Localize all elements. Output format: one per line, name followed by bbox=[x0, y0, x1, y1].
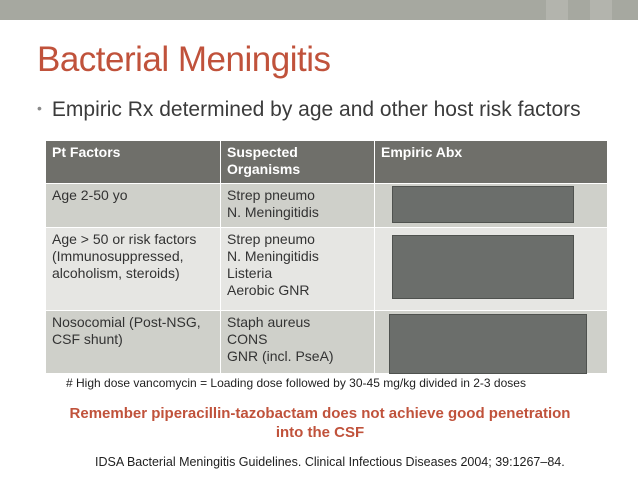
cell-line: CONS bbox=[227, 331, 268, 347]
table-header-row bbox=[46, 141, 608, 184]
cell-pt-factors bbox=[46, 228, 221, 311]
cell-line: Strep pneumo bbox=[227, 187, 315, 203]
top-decorative-bar bbox=[0, 0, 638, 20]
top-bar-segment bbox=[612, 0, 638, 20]
cell-line: Aerobic GNR bbox=[227, 282, 310, 298]
header-line: Pt Factors bbox=[52, 144, 121, 160]
cell-line: Nosocomial (Post-NSG, bbox=[52, 314, 201, 330]
header-line: Suspected bbox=[227, 144, 298, 160]
redaction-box bbox=[392, 235, 574, 299]
citation: IDSA Bacterial Meningitis Guidelines. Clinical Infectious Diseases 2004; 39:1267–84. bbox=[95, 455, 565, 469]
slide-title: Bacterial Meningitis bbox=[37, 40, 331, 79]
top-bar-segment bbox=[546, 0, 568, 20]
reminder-line: into the CSF bbox=[275, 424, 365, 441]
header-line: Organisms bbox=[227, 161, 301, 177]
header-line: Empiric Abx bbox=[381, 144, 463, 160]
header-suspected-organisms bbox=[221, 141, 375, 184]
cell-line: N. Meningitidis bbox=[227, 204, 319, 220]
cell-organisms bbox=[221, 311, 375, 374]
redaction-box bbox=[392, 186, 574, 223]
cell-pt-factors bbox=[46, 184, 221, 228]
cell-line: GNR (incl. PseA) bbox=[227, 348, 334, 364]
cell-line: Staph aureus bbox=[227, 314, 311, 330]
bullet-point bbox=[37, 98, 581, 122]
header-empiric-abx bbox=[375, 141, 608, 184]
header-pt-factors bbox=[46, 141, 221, 184]
cell-line: (Immunosuppressed, bbox=[52, 248, 184, 264]
cell-line: Age 2-50 yo bbox=[52, 187, 128, 203]
bullet-text: Empiric Rx determined by age and other host risk factors bbox=[51, 98, 581, 121]
cell-line: CSF shunt) bbox=[52, 331, 123, 347]
cell-line: N. Meningitidis bbox=[227, 248, 319, 264]
top-bar-segment bbox=[0, 0, 546, 20]
cell-line: Age > 50 or risk factors bbox=[52, 231, 197, 247]
dosing-footnote: # High dose vancomycin = Loading dose followed by 30-45 mg/kg divided in 2-3 doses bbox=[66, 376, 526, 390]
cell-pt-factors bbox=[46, 311, 221, 374]
reminder-note bbox=[40, 404, 600, 442]
cell-line: Strep pneumo bbox=[227, 231, 315, 247]
cell-organisms bbox=[221, 228, 375, 311]
cell-line: Listeria bbox=[227, 265, 273, 281]
top-bar-segment bbox=[590, 0, 612, 20]
cell-line: alcoholism, steroids) bbox=[52, 265, 180, 281]
top-bar-segment bbox=[568, 0, 590, 20]
bullet-marker: • bbox=[37, 100, 42, 116]
reminder-line: Remember piperacillin-tazobactam does not achieve good penetration bbox=[69, 405, 571, 422]
redaction-box bbox=[389, 314, 587, 374]
cell-organisms bbox=[221, 184, 375, 228]
